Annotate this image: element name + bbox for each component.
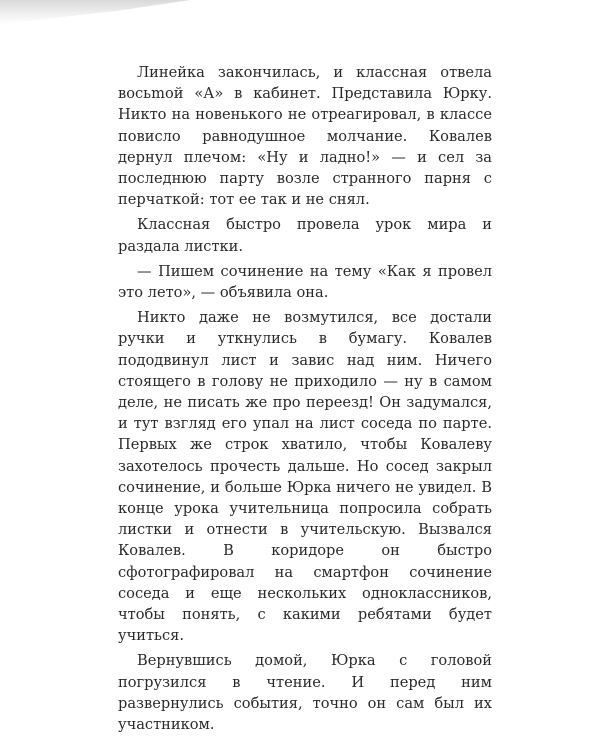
paragraph-3: — Пишем сочинение на тему «Как я провел это лето», — объявила она. bbox=[118, 262, 492, 302]
paragraph-2: Классная быстро провела урок мира и раздала листки. bbox=[118, 216, 492, 255]
paragraph-4: Никто даже не возмутился, все достали ручки и уткнулись в бумагу. Ковалев пододвинул лист и завис над ним. Ничего стоящего в голову не приходило — ну в самом деле, не писать же про переезд! Он задумался, и тут взгляд его упал на лист соседа по парте. Первых же строк хватило, чтобы Ковалеву захотелось прочесть дальше. Но сосед закрыл сочинение, и больше Юрка ничего не увидел. В конце урока учительница попросила собрать листки и отнести в учительскую. Вызвался Ковалев. В коридоре он быстро сфотографировал на смартфон сочинение соседа и еще нескольких одноклассников, чтобы понять, с какими ребятами будет учиться. bbox=[118, 309, 492, 645]
paragraph-5: Вернувшись домой, Юрка с головой погрузился в чтение. И перед ним развернулись события, точно он сам был их участником. bbox=[118, 652, 492, 734]
book-page-text bbox=[118, 62, 492, 735]
paragraph-1: Линейка закончилась, и классная отвела восьmой «А» в кабинет. Представила Юрку. Никто на новенького не отреагировал, в классе повисло равнодушное молчание. Ковалев дернул плечом: «Ну и ладно!» — и сел за последнюю парту возле странного парня с перчаткой: тот ее так и не снял. bbox=[118, 64, 492, 209]
page-corner-shadow bbox=[0, 0, 190, 24]
